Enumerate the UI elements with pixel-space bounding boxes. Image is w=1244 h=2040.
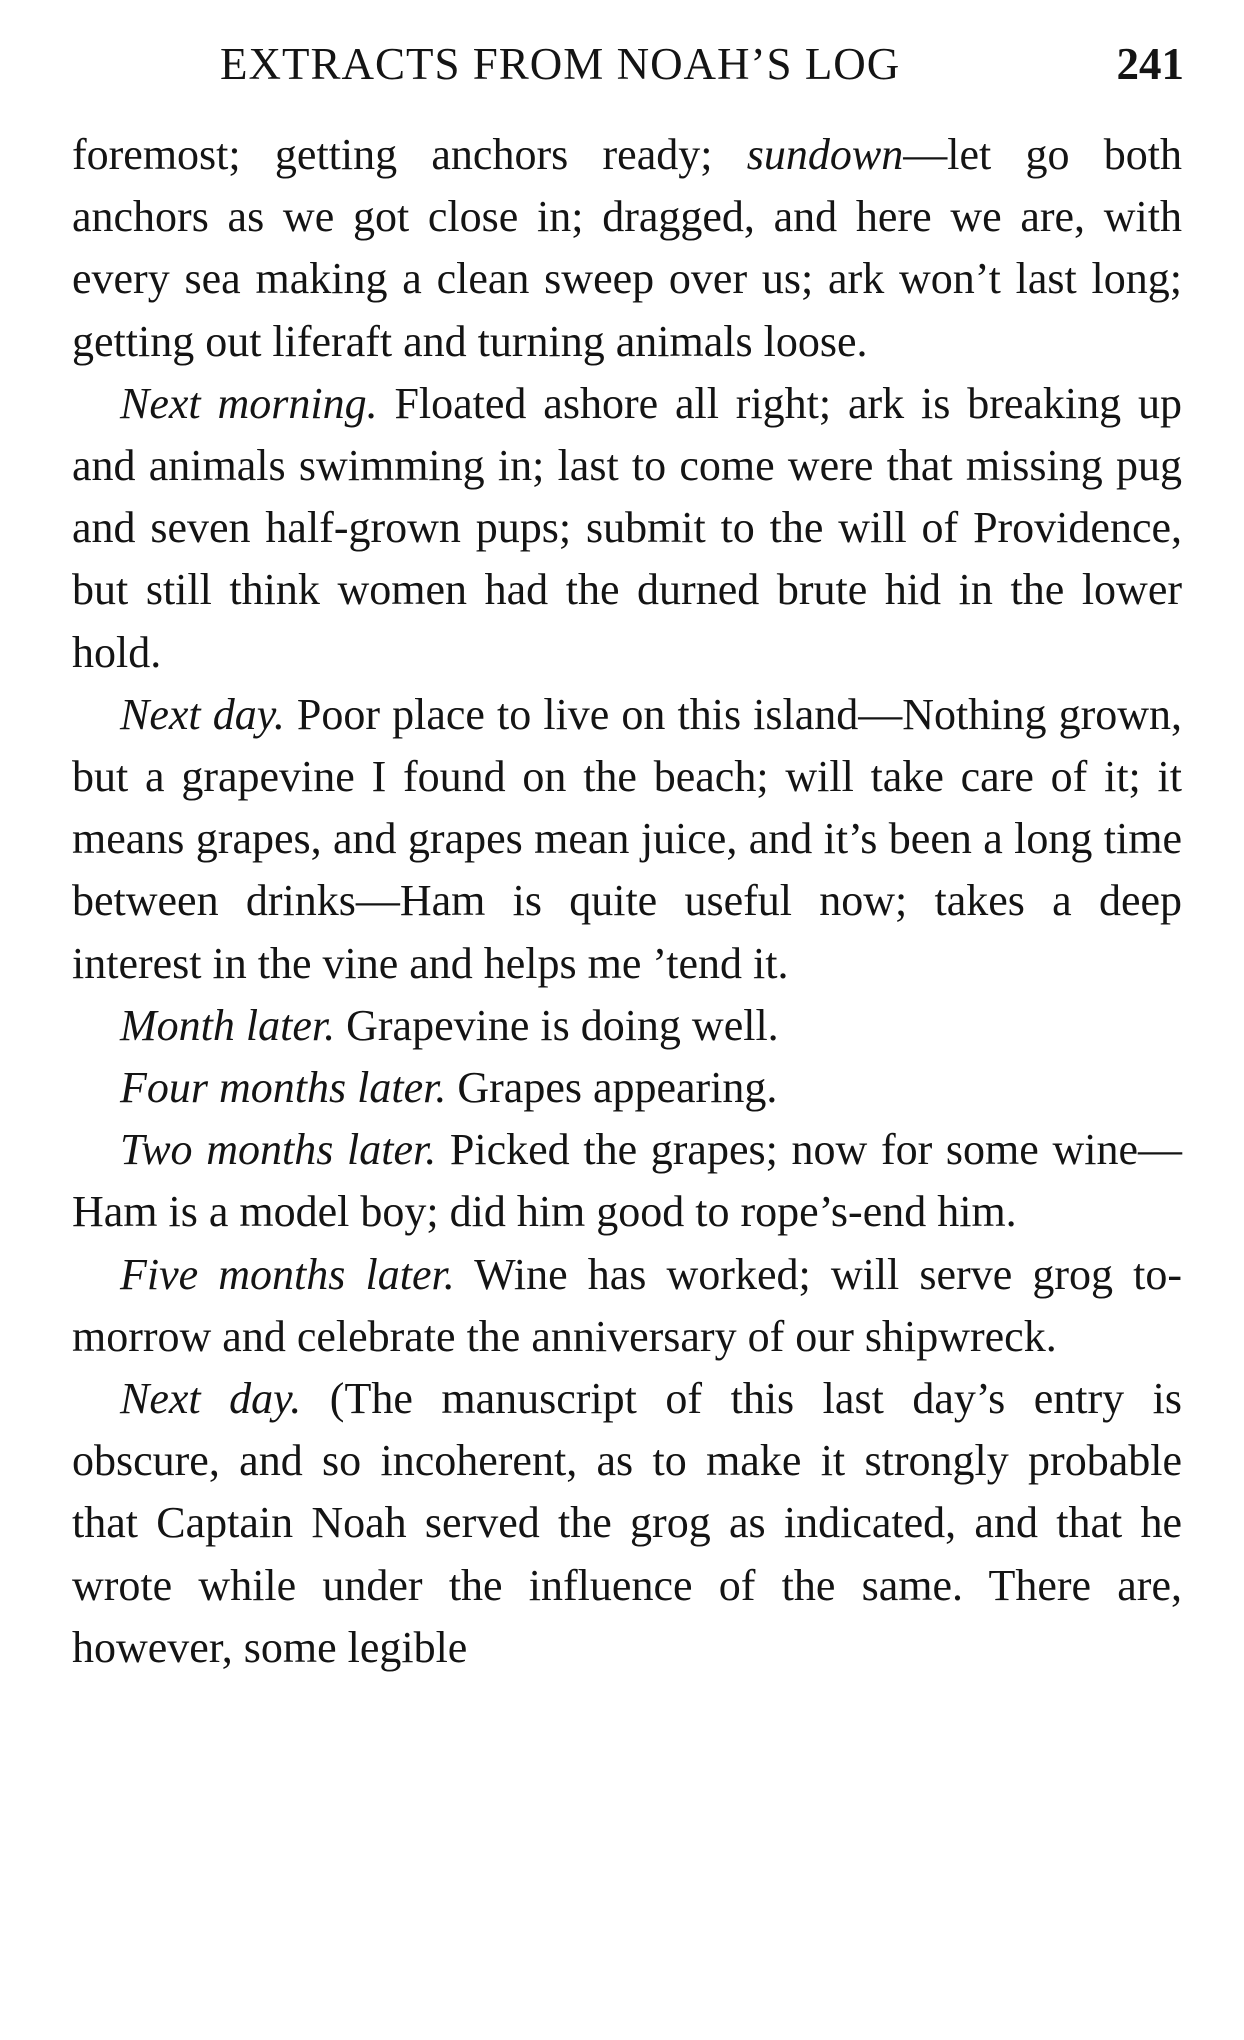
body-text — [72, 124, 1182, 1679]
log-entry-next-day-final — [72, 1368, 1182, 1679]
italic-word: sundown — [746, 130, 904, 179]
log-entry-four-months-later — [72, 1057, 1182, 1119]
paragraph-text: —let go both anchors as we got close in; dragged, and here we are, with every sea making a clean sweep over us; ark won’t last long; getting out liferaft and turning animals loose. — [72, 130, 1183, 366]
entry-text: Grapevine is doing well. — [335, 1000, 779, 1050]
entry-text: Grapes appearing. — [446, 1063, 778, 1113]
running-head — [70, 38, 1184, 98]
entry-text: Picked the grapes; now for some wine—Ham is a model boy; did him good to rope’s-end him. — [72, 1125, 1182, 1237]
entry-date: Next day. — [120, 1374, 302, 1424]
paragraph-text: foremost; getting anchors ready; — [72, 130, 747, 179]
entry-date: Four months later. — [120, 1063, 447, 1113]
entry-date: Five months later. — [120, 1249, 455, 1299]
entry-date: Two months later. — [120, 1125, 437, 1175]
log-entry-two-months-later — [72, 1119, 1182, 1243]
entry-text: Poor place to live on this island—Nothing grown, but a grapevine I found on the beach; will take care of it; it means grapes, and grapes mean juice, and it’s been a long time between drinks—Ham is quite useful now; takes a deep interest in the vine and helps me ’tend it. — [72, 689, 1183, 988]
entry-text: (The manuscript of this last day’s entry is obscure, and so incoherent, as to make it strongly probable that Captain Noah served the grog as indicated, and that he wrote while under the influence of the same. There are, however, some legible — [72, 1374, 1182, 1672]
entry-date: Next morning. — [120, 378, 378, 428]
entry-text: Floated ashore all right; ark is breaking up and animals swimming in; last to come were that missing pug and seven half-grown pups; submit to the will of Providence, but still think women had the durned brute hid in the lower hold. — [72, 378, 1182, 677]
log-entry-next-morning — [72, 373, 1182, 684]
entry-date: Next day. — [120, 689, 285, 739]
entry-date: Month later. — [120, 1000, 336, 1050]
page-number: 241 — [1116, 39, 1184, 89]
log-entry-next-day — [72, 684, 1182, 995]
log-entry-five-months-later — [72, 1244, 1182, 1368]
running-title: EXTRACTS FROM NOAH’S LOG — [220, 39, 901, 89]
log-entry-month-later — [72, 995, 1182, 1057]
paragraph-continuation — [72, 124, 1182, 373]
entry-text: Wine has worked; will serve grog to-morrow and celebrate the anniversary of our shipwreck. — [72, 1249, 1183, 1361]
